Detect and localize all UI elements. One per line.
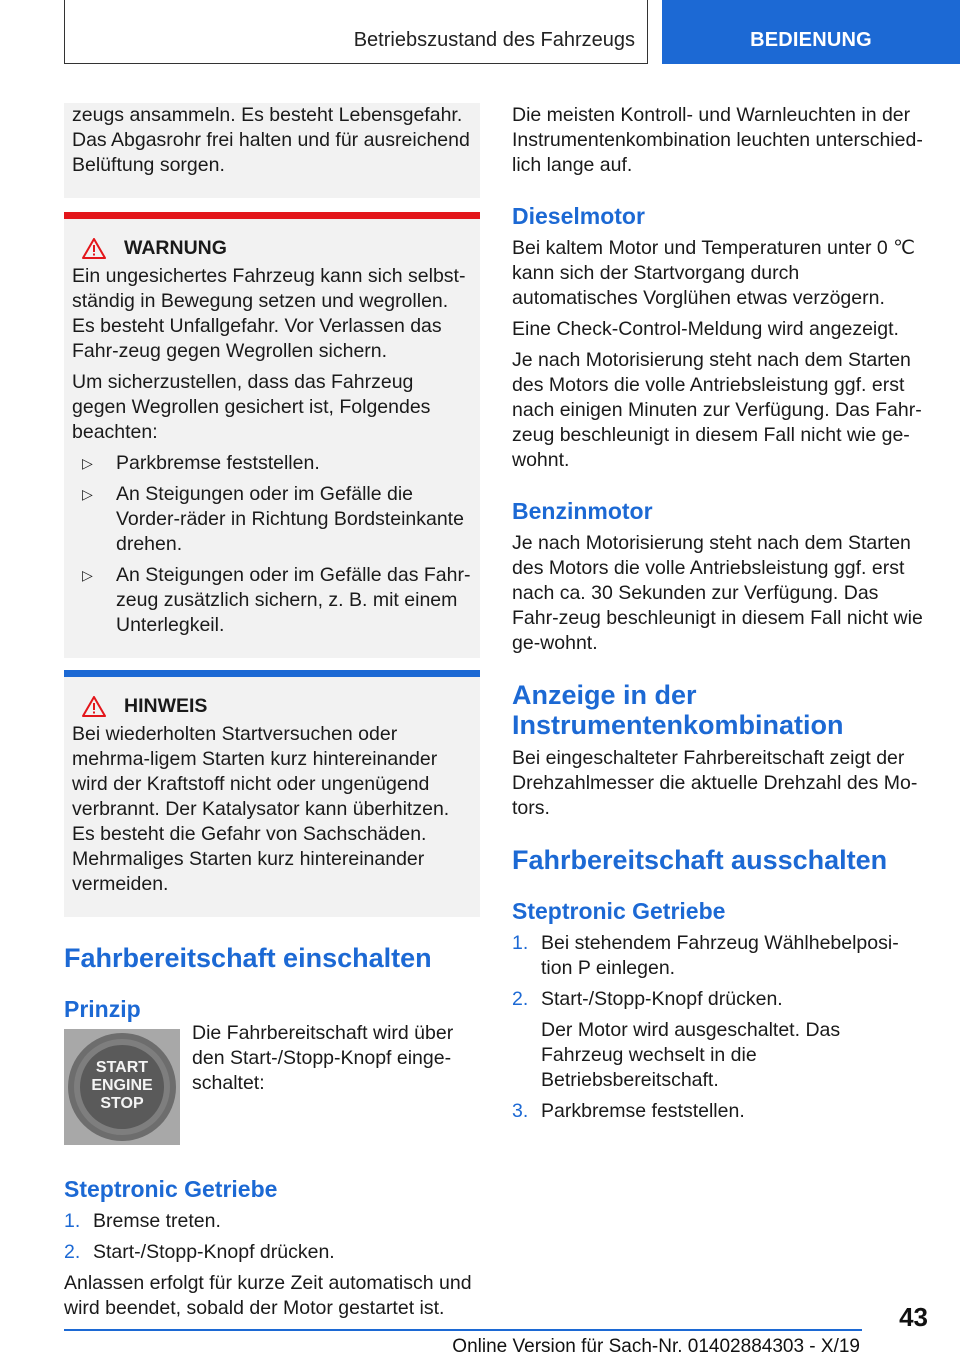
warning-heading <box>72 237 472 260</box>
list-item <box>72 451 472 476</box>
note-text: Bei wiederholten Startversuchen oder mehrma-ligem Starten kurz hintereinander wird der Kraftstoff nicht oder ungenügend verbrannt. Der Katalysator kann überhitzen. Es besteht die Gefahr von Sachschäden. Mehrmaliges Starten kurz hintereinander vermeiden. <box>72 723 450 895</box>
note-title: HINWEIS <box>124 695 208 717</box>
subsection-heading: Benzinmotor <box>512 498 653 524</box>
list-item-text: An Steigungen oder im Gefälle das Fahr-zeug zusätzlich sichern, z. B. mit einem Unterlegkeil. <box>116 564 471 636</box>
note-box <box>64 670 480 917</box>
continued-text-line: zeugs ansammeln. Es besteht Lebensgefahr. <box>72 104 463 126</box>
warning-text: Um sicherzustellen, dass das Fahrzeug gegen Wegrollen gesichert ist, Folgendes beachten: <box>72 371 431 443</box>
list-item-text: An Steigungen oder im Gefälle die Vorder-räder in Richtung Bordsteinkante drehen. <box>116 483 464 555</box>
continued-text-line: Das Abgasrohr frei halten und für ausreichend <box>72 129 470 151</box>
body-text: Je nach Motorisierung steht nach dem Starten des Motors die volle Antriebsleistung ggf. erst nach einigen Minuten zur Verfügung. Das Fahr-zeug beschleunigt in diesem Fall nicht wie ge-wohnt. <box>512 349 922 471</box>
body-text: Bei kaltem Motor und Temperaturen unter 0 ℃ kann sich der Startvorgang durch automatisches Vorglühen etwas verzögern. <box>512 237 916 309</box>
chapter-title: Betriebszustand des Fahrzeugs <box>353 29 635 51</box>
list-item: 3. Parkbremse feststellen. <box>512 1100 745 1122</box>
body-text: Je nach Motorisierung steht nach dem Starten des Motors die volle Antriebsleistung ggf. erst nach ca. 30 Sekunden zur Verfügung. Das Fahr-zeug beschleunigt in diesem Fall nicht wie ge-wohnt. <box>512 532 923 654</box>
right-column <box>512 103 926 1124</box>
list-item-subtext: Der Motor wird ausgeschaltet. Das Fahrzeug wechselt in die Betriebsbereitschaft. <box>541 1019 841 1091</box>
body-text: Anlassen erfolgt für kurze Zeit automatisch und wird beendet, sobald der Motor gestartet ist. <box>64 1272 472 1319</box>
continued-warning-box <box>64 103 480 198</box>
page-number: 43 <box>899 1302 928 1332</box>
note-heading <box>72 695 472 718</box>
warning-text: Ein ungesichertes Fahrzeug kann sich selbst-ständig in Bewegung setzen und wegrollen. Es besteht Unfallgefahr. Vor Verlassen das Fahr-zeug gegen Wegrollen sichern. <box>72 265 466 362</box>
continued-text-line: Belüftung sorgen. <box>72 154 225 176</box>
warning-title: WARNUNG <box>124 237 227 259</box>
left-column <box>64 103 480 1321</box>
section-heading: Anzeige in der Instrumentenkombination <box>512 680 844 740</box>
list-item: 2. Start-/Stopp-Knopf drücken. <box>64 1241 335 1263</box>
principle-block <box>64 1023 480 1153</box>
triangle-bullet-icon: ▷ <box>82 486 93 502</box>
footer-divider <box>64 1329 862 1331</box>
list-item: 2. Start-/Stopp-Knopf drücken. <box>512 988 783 1010</box>
warning-triangle-icon <box>82 696 106 717</box>
section-label: BEDIENUNG <box>750 29 872 51</box>
subsection-heading: Steptronic Getriebe <box>64 1176 278 1202</box>
warning-box <box>64 212 480 658</box>
list-item: 1. Bei stehendem Fahrzeug Wählhebelposi-tion P einlegen. <box>512 932 899 979</box>
section-heading: Fahrbereitschaft ausschalten <box>512 845 888 875</box>
list-item <box>72 563 472 638</box>
triangle-bullet-icon: ▷ <box>82 567 93 583</box>
body-text: Bei eingeschalteter Fahrbereitschaft zeigt der Drehzahlmesser die aktuelle Drehzahl des Mo-tors. <box>512 747 918 819</box>
list-item <box>72 482 472 557</box>
body-text: Die meisten Kontroll- und Warnleuchten in der Instrumentenkombination leuchten unterschied-lich lange auf. <box>512 104 923 176</box>
start-stop-button-image <box>64 1029 180 1145</box>
body-text: Eine Check-Control-Meldung wird angezeigt. <box>512 318 899 340</box>
warning-triangle-icon <box>82 238 106 259</box>
section-heading: Fahrbereitschaft einschalten <box>64 943 432 973</box>
triangle-bullet-icon: ▷ <box>82 455 93 471</box>
subsection-heading: Prinzip <box>64 996 141 1022</box>
principle-text: Die Fahrbereitschaft wird über den Start-/Stopp-Knopf einge-schaltet: <box>192 1023 454 1094</box>
list-item-text: Parkbremse feststellen. <box>116 452 320 474</box>
button-label: START ENGINE STOP <box>91 1059 153 1112</box>
footer-text: Online Version für Sach-Nr. 01402884303 - X/19 <box>452 1336 860 1357</box>
subsection-heading: Steptronic Getriebe <box>512 898 726 924</box>
list-item: 1. Bremse treten. <box>64 1210 221 1232</box>
subsection-heading: Dieselmotor <box>512 203 645 229</box>
section-tab <box>662 0 960 64</box>
header-title-box <box>64 0 648 64</box>
